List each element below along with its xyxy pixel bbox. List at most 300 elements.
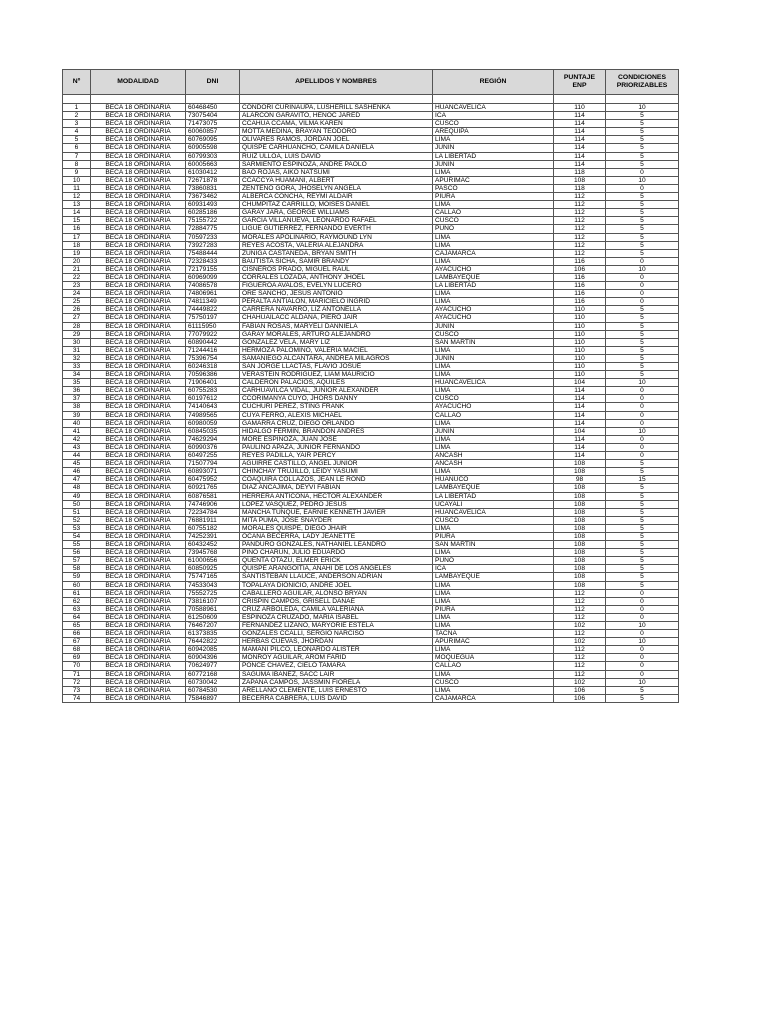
dni-cell: 61373835 <box>186 630 240 638</box>
table-row <box>63 322 679 330</box>
priority-conditions-cell: 5 <box>606 225 679 233</box>
dni-cell: 72328433 <box>186 257 240 265</box>
full-name-cell: GARAY JARA, GEORGE WILLIAMS <box>240 209 433 217</box>
row-number: 48 <box>63 484 91 492</box>
modality-cell: BECA 18 ORDINARIA <box>91 622 186 630</box>
table-row <box>63 589 679 597</box>
table-row <box>63 249 679 257</box>
table-row <box>63 435 679 443</box>
full-name-cell: ZAPANA CAMPOS, JASSMIN FIORELA <box>240 678 433 686</box>
table-row <box>63 654 679 662</box>
modality-cell: BECA 18 ORDINARIA <box>91 338 186 346</box>
full-name-cell: GARAY MORALES, ARTURO ALEJANDRO <box>240 330 433 338</box>
header-spacer-row <box>63 95 679 104</box>
table-row <box>63 411 679 419</box>
row-number: 56 <box>63 549 91 557</box>
region-cell: LA LIBERTAD <box>433 152 554 160</box>
region-cell: LIMA <box>433 589 554 597</box>
dni-cell: 77079922 <box>186 330 240 338</box>
table-row <box>63 452 679 460</box>
dni-cell: 70596386 <box>186 371 240 379</box>
region-cell: PIURA <box>433 532 554 540</box>
score-cell: 112 <box>554 630 606 638</box>
col-header-region: REGIÓN <box>433 70 554 95</box>
modality-cell: BECA 18 ORDINARIA <box>91 654 186 662</box>
dni-cell: 60980059 <box>186 419 240 427</box>
region-cell: CALLAO <box>433 662 554 670</box>
full-name-cell: CCAHUA CCAMA, VILMA KAREN <box>240 120 433 128</box>
full-name-cell: CABALLERO AGUILAR, ALONSO BRYAN <box>240 589 433 597</box>
dni-cell: 60904396 <box>186 654 240 662</box>
score-cell: 110 <box>554 346 606 354</box>
table-row <box>63 387 679 395</box>
modality-cell: BECA 18 ORDINARIA <box>91 411 186 419</box>
row-number: 8 <box>63 160 91 168</box>
modality-cell: BECA 18 ORDINARIA <box>91 532 186 540</box>
score-cell: 108 <box>554 541 606 549</box>
score-cell: 102 <box>554 622 606 630</box>
score-cell: 114 <box>554 112 606 120</box>
row-number: 55 <box>63 541 91 549</box>
score-cell: 110 <box>554 306 606 314</box>
score-cell: 110 <box>554 104 606 112</box>
modality-cell: BECA 18 ORDINARIA <box>91 452 186 460</box>
table-row <box>63 112 679 120</box>
row-number: 43 <box>63 443 91 451</box>
dni-cell: 73927283 <box>186 241 240 249</box>
row-number: 41 <box>63 427 91 435</box>
score-cell: 108 <box>554 516 606 524</box>
score-cell: 110 <box>554 338 606 346</box>
row-number: 22 <box>63 273 91 281</box>
modality-cell: BECA 18 ORDINARIA <box>91 314 186 322</box>
full-name-cell: COAQUIRA COLLAZOS, JEAN LE ROND <box>240 476 433 484</box>
score-cell: 112 <box>554 613 606 621</box>
priority-conditions-cell: 0 <box>606 395 679 403</box>
table-row <box>63 484 679 492</box>
table-row <box>63 532 679 540</box>
table-row <box>63 128 679 136</box>
full-name-cell: REYES PADILLA, YAIR PERCY <box>240 452 433 460</box>
modality-cell: BECA 18 ORDINARIA <box>91 363 186 371</box>
full-name-cell: MONROY AGUILAR, ARÓM FARID <box>240 654 433 662</box>
region-cell: JUNIN <box>433 427 554 435</box>
full-name-cell: OCAÑA BECERRA, LADY JEANETTE <box>240 532 433 540</box>
dni-cell: 60772168 <box>186 670 240 678</box>
priority-conditions-cell: 5 <box>606 201 679 209</box>
modality-cell: BECA 18 ORDINARIA <box>91 646 186 654</box>
table-row <box>63 225 679 233</box>
priority-conditions-cell: 0 <box>606 273 679 281</box>
table-row <box>63 265 679 273</box>
score-cell: 110 <box>554 363 606 371</box>
dni-cell: 71244416 <box>186 346 240 354</box>
score-cell: 112 <box>554 654 606 662</box>
region-cell: CAJAMARCA <box>433 694 554 702</box>
row-number: 69 <box>63 654 91 662</box>
table-row <box>63 581 679 589</box>
priority-conditions-cell: 5 <box>606 160 679 168</box>
full-name-cell: MORALES QUISPE, DIEGO JHAIR <box>240 524 433 532</box>
score-cell: 114 <box>554 395 606 403</box>
priority-conditions-cell: 5 <box>606 694 679 702</box>
dni-cell: 75750197 <box>186 314 240 322</box>
modality-cell: BECA 18 ORDINARIA <box>91 128 186 136</box>
table-row <box>63 403 679 411</box>
priority-conditions-cell: 0 <box>606 605 679 613</box>
full-name-cell: GONZALEZ VELA, MARY LIZ <box>240 338 433 346</box>
full-name-cell: HERRERA ANTICONA, HECTOR ALEXANDER <box>240 492 433 500</box>
dni-cell: 72234784 <box>186 508 240 516</box>
dni-cell: 60905598 <box>186 144 240 152</box>
full-name-cell: FABIAN ROSAS, MARYELI DANNIELA <box>240 322 433 330</box>
full-name-cell: CHUMPITAZ CARRILLO, MOISES DANIEL <box>240 201 433 209</box>
table-row <box>63 613 679 621</box>
full-name-cell: ESPINOZA CRUZADO, MARIA ISABEL <box>240 613 433 621</box>
row-number: 33 <box>63 363 91 371</box>
table-row <box>63 638 679 646</box>
full-name-cell: OLIVARES RAMOS, JORDAN JOEL <box>240 136 433 144</box>
modality-cell: BECA 18 ORDINARIA <box>91 484 186 492</box>
modality-cell: BECA 18 ORDINARIA <box>91 298 186 306</box>
full-name-cell: CUCHURI PEREZ, STING FRANK <box>240 403 433 411</box>
row-number: 26 <box>63 306 91 314</box>
full-name-cell: SAMANIEGO ALCANTARA, ANDREA MILAGROS <box>240 354 433 362</box>
row-number: 62 <box>63 597 91 605</box>
region-cell: SAN MARTIN <box>433 541 554 549</box>
row-number: 52 <box>63 516 91 524</box>
row-number: 3 <box>63 120 91 128</box>
region-cell: LIMA <box>433 201 554 209</box>
score-cell: 112 <box>554 217 606 225</box>
table-row <box>63 371 679 379</box>
region-cell: LIMA <box>433 363 554 371</box>
full-name-cell: HIDALGO FERMIN, BRANDON ANDRES <box>240 427 433 435</box>
full-name-cell: MAMANI PILCO, LEONARDO ALISTER <box>240 646 433 654</box>
priority-conditions-cell: 5 <box>606 217 679 225</box>
full-name-cell: LIGUE GUTIERREZ, FERNANDO EVERTH <box>240 225 433 233</box>
full-name-cell: CHAHUAILACC ALDANA, PIERO JAIR <box>240 314 433 322</box>
table-row <box>63 330 679 338</box>
region-cell: HUANCAVELICA <box>433 508 554 516</box>
modality-cell: BECA 18 ORDINARIA <box>91 225 186 233</box>
score-cell: 110 <box>554 322 606 330</box>
score-cell: 112 <box>554 209 606 217</box>
score-cell: 102 <box>554 678 606 686</box>
row-number: 1 <box>63 104 91 112</box>
score-cell: 108 <box>554 468 606 476</box>
table-row <box>63 217 679 225</box>
modality-cell: BECA 18 ORDINARIA <box>91 460 186 468</box>
full-name-cell: BAUTISTA SICHA, SAMIR BRANDY <box>240 257 433 265</box>
row-number: 21 <box>63 265 91 273</box>
priority-conditions-cell: 5 <box>606 565 679 573</box>
score-cell: 114 <box>554 144 606 152</box>
priority-conditions-cell: 5 <box>606 136 679 144</box>
dni-cell: 71507794 <box>186 460 240 468</box>
priority-conditions-cell: 10 <box>606 678 679 686</box>
table-row <box>63 201 679 209</box>
full-name-cell: ZUÑIGA CASTAÑEDA, BRYAN SMITH <box>240 249 433 257</box>
full-name-cell: GARCIA VILLANUEVA, LEONARDO RAFAEL <box>240 217 433 225</box>
score-cell: 116 <box>554 298 606 306</box>
row-number: 71 <box>63 670 91 678</box>
table-row <box>63 622 679 630</box>
table-row <box>63 686 679 694</box>
score-cell: 110 <box>554 330 606 338</box>
region-cell: LIMA <box>433 686 554 694</box>
region-cell: LIMA <box>433 549 554 557</box>
modality-cell: BECA 18 ORDINARIA <box>91 427 186 435</box>
row-number: 64 <box>63 613 91 621</box>
score-cell: 106 <box>554 694 606 702</box>
modality-cell: BECA 18 ORDINARIA <box>91 152 186 160</box>
score-cell: 102 <box>554 638 606 646</box>
region-cell: LIMA <box>433 613 554 621</box>
row-number: 40 <box>63 419 91 427</box>
table-row <box>63 662 679 670</box>
priority-conditions-cell: 5 <box>606 492 679 500</box>
full-name-cell: MITA PUMA, JOSE SNAYDER <box>240 516 433 524</box>
modality-cell: BECA 18 ORDINARIA <box>91 670 186 678</box>
modality-cell: BECA 18 ORDINARIA <box>91 273 186 281</box>
modality-cell: BECA 18 ORDINARIA <box>91 241 186 249</box>
priority-conditions-cell: 10 <box>606 176 679 184</box>
score-cell: 112 <box>554 605 606 613</box>
region-cell: LIMA <box>433 524 554 532</box>
priority-conditions-cell: 0 <box>606 646 679 654</box>
priority-conditions-cell: 0 <box>606 168 679 176</box>
dni-cell: 76881911 <box>186 516 240 524</box>
region-cell: MOQUEGUA <box>433 654 554 662</box>
priority-conditions-cell: 5 <box>606 363 679 371</box>
region-cell: LIMA <box>433 597 554 605</box>
row-number: 57 <box>63 557 91 565</box>
dni-cell: 60969099 <box>186 273 240 281</box>
score-cell: 116 <box>554 273 606 281</box>
row-number: 14 <box>63 209 91 217</box>
table-row <box>63 363 679 371</box>
full-name-cell: ZENTENO GORA, JHOSELYN ANGELA <box>240 184 433 192</box>
modality-cell: BECA 18 ORDINARIA <box>91 104 186 112</box>
table-row <box>63 273 679 281</box>
full-name-cell: CCACCYA HUAMANI, ALBERT <box>240 176 433 184</box>
table-row <box>63 468 679 476</box>
region-cell: LAMBAYEQUE <box>433 573 554 581</box>
col-header-score: PUNTAJE ENP <box>554 70 606 95</box>
score-cell: 112 <box>554 597 606 605</box>
score-cell: 108 <box>554 573 606 581</box>
region-cell: LIMA <box>433 298 554 306</box>
dni-cell: 60005663 <box>186 160 240 168</box>
table-row <box>63 354 679 362</box>
modality-cell: BECA 18 ORDINARIA <box>91 265 186 273</box>
table-row <box>63 306 679 314</box>
region-cell: LIMA <box>433 622 554 630</box>
dni-cell: 60468450 <box>186 104 240 112</box>
modality-cell: BECA 18 ORDINARIA <box>91 476 186 484</box>
row-number: 28 <box>63 322 91 330</box>
table-row <box>63 427 679 435</box>
region-cell: PIURA <box>433 193 554 201</box>
modality-cell: BECA 18 ORDINARIA <box>91 589 186 597</box>
row-number: 13 <box>63 201 91 209</box>
priority-conditions-cell: 5 <box>606 573 679 581</box>
col-header-modality: MODALIDAD <box>91 70 186 95</box>
modality-cell: BECA 18 ORDINARIA <box>91 468 186 476</box>
score-cell: 108 <box>554 484 606 492</box>
priority-conditions-cell: 0 <box>606 589 679 597</box>
row-number: 15 <box>63 217 91 225</box>
priority-conditions-cell: 5 <box>606 233 679 241</box>
modality-cell: BECA 18 ORDINARIA <box>91 184 186 192</box>
score-cell: 114 <box>554 452 606 460</box>
full-name-cell: MORALES APOLINARIO, RAYMOUND LYN <box>240 233 433 241</box>
col-header-full-name: APELLIDOS Y NOMBRES <box>240 70 433 95</box>
dni-cell: 60755283 <box>186 387 240 395</box>
score-cell: 114 <box>554 387 606 395</box>
score-cell: 106 <box>554 686 606 694</box>
results-table <box>62 69 679 703</box>
score-cell: 108 <box>554 581 606 589</box>
score-cell: 116 <box>554 257 606 265</box>
dni-cell: 60876581 <box>186 492 240 500</box>
row-number: 39 <box>63 411 91 419</box>
region-cell: LIMA <box>433 435 554 443</box>
full-name-cell: FERNANDEZ LIZANO, MARYORIE ESTELA <box>240 622 433 630</box>
priority-conditions-cell: 0 <box>606 452 679 460</box>
region-cell: PUNO <box>433 557 554 565</box>
dni-cell: 60845035 <box>186 427 240 435</box>
col-header-priority-conditions: CONDICIONES PRIORIZABLES <box>606 70 679 95</box>
full-name-cell: SARMIENTO ESPINOZA, ANDRE PAOLO <box>240 160 433 168</box>
full-name-cell: QUISPE ARANGOITIA, ANAHI DE LOS ANGELES <box>240 565 433 573</box>
full-name-cell: HERBAS CUEVAS, JHORDAN <box>240 638 433 646</box>
modality-cell: BECA 18 ORDINARIA <box>91 524 186 532</box>
full-name-cell: TOPALAYA DIONICIO, ANDRE JOEL <box>240 581 433 589</box>
dni-cell: 73860831 <box>186 184 240 192</box>
region-cell: PASCO <box>433 184 554 192</box>
dni-cell: 74252391 <box>186 532 240 540</box>
priority-conditions-cell: 5 <box>606 128 679 136</box>
priority-conditions-cell: 5 <box>606 241 679 249</box>
dni-cell: 74449822 <box>186 306 240 314</box>
priority-conditions-cell: 5 <box>606 500 679 508</box>
table-row <box>63 541 679 549</box>
dni-cell: 72671878 <box>186 176 240 184</box>
dni-cell: 70624977 <box>186 662 240 670</box>
priority-conditions-cell: 5 <box>606 330 679 338</box>
row-number: 7 <box>63 152 91 160</box>
priority-conditions-cell: 0 <box>606 403 679 411</box>
priority-conditions-cell: 5 <box>606 524 679 532</box>
region-cell: LIMA <box>433 241 554 249</box>
region-cell: AYACUCHO <box>433 306 554 314</box>
score-cell: 108 <box>554 492 606 500</box>
dni-cell: 60060857 <box>186 128 240 136</box>
score-cell: 108 <box>554 500 606 508</box>
table-row <box>63 144 679 152</box>
score-cell: 98 <box>554 476 606 484</box>
priority-conditions-cell: 5 <box>606 209 679 217</box>
full-name-cell: ORE SANCHO, JESUS ANTONIO <box>240 290 433 298</box>
table-row <box>63 184 679 192</box>
priority-conditions-cell: 10 <box>606 104 679 112</box>
score-cell: 112 <box>554 241 606 249</box>
full-name-cell: DIAZ ANCAJIMA, DEYVI FABIAN <box>240 484 433 492</box>
row-number: 4 <box>63 128 91 136</box>
full-name-cell: LOPEZ VASQUEZ, PEDRO JESUS <box>240 500 433 508</box>
dni-cell: 60285186 <box>186 209 240 217</box>
dni-cell: 61115950 <box>186 322 240 330</box>
row-number: 58 <box>63 565 91 573</box>
dni-cell: 61000656 <box>186 557 240 565</box>
row-number: 61 <box>63 589 91 597</box>
priority-conditions-cell: 0 <box>606 282 679 290</box>
dni-cell: 75396754 <box>186 354 240 362</box>
region-cell: AREQUIPA <box>433 128 554 136</box>
modality-cell: BECA 18 ORDINARIA <box>91 201 186 209</box>
score-cell: 108 <box>554 524 606 532</box>
score-cell: 114 <box>554 128 606 136</box>
priority-conditions-cell: 0 <box>606 670 679 678</box>
score-cell: 112 <box>554 201 606 209</box>
row-number: 50 <box>63 500 91 508</box>
score-cell: 114 <box>554 435 606 443</box>
table-row <box>63 379 679 387</box>
priority-conditions-cell: 0 <box>606 654 679 662</box>
dni-cell: 70597233 <box>186 233 240 241</box>
table-row <box>63 136 679 144</box>
modality-cell: BECA 18 ORDINARIA <box>91 395 186 403</box>
row-number: 47 <box>63 476 91 484</box>
score-cell: 108 <box>554 532 606 540</box>
full-name-cell: PAULINO APAZA, JUNIOR FERNANDO <box>240 443 433 451</box>
region-cell: JUNIN <box>433 160 554 168</box>
dni-cell: 74806961 <box>186 290 240 298</box>
modality-cell: BECA 18 ORDINARIA <box>91 565 186 573</box>
table-row <box>63 492 679 500</box>
score-cell: 114 <box>554 411 606 419</box>
dni-cell: 60799303 <box>186 152 240 160</box>
score-cell: 112 <box>554 233 606 241</box>
full-name-cell: MANCHA TUNQUE, EARNIE KENNETH JAVIER <box>240 508 433 516</box>
priority-conditions-cell: 5 <box>606 581 679 589</box>
dni-cell: 60850925 <box>186 565 240 573</box>
priority-conditions-cell: 5 <box>606 152 679 160</box>
row-number: 34 <box>63 371 91 379</box>
dni-cell: 75846897 <box>186 694 240 702</box>
modality-cell: BECA 18 ORDINARIA <box>91 492 186 500</box>
dni-cell: 61250609 <box>186 613 240 621</box>
modality-cell: BECA 18 ORDINARIA <box>91 249 186 257</box>
priority-conditions-cell: 5 <box>606 338 679 346</box>
row-number: 45 <box>63 460 91 468</box>
full-name-cell: CHINCHAY TRUJILLO, LEIDY YASUMI <box>240 468 433 476</box>
modality-cell: BECA 18 ORDINARIA <box>91 678 186 686</box>
table-row <box>63 443 679 451</box>
dni-cell: 74629294 <box>186 435 240 443</box>
full-name-cell: SAGUMA IBAÑEZ, SACC LAIR <box>240 670 433 678</box>
priority-conditions-cell: 10 <box>606 622 679 630</box>
region-cell: HUANCAVELICA <box>433 104 554 112</box>
table-row <box>63 209 679 217</box>
modality-cell: BECA 18 ORDINARIA <box>91 217 186 225</box>
table-row <box>63 565 679 573</box>
priority-conditions-cell: 5 <box>606 314 679 322</box>
table-row <box>63 476 679 484</box>
score-cell: 106 <box>554 265 606 273</box>
